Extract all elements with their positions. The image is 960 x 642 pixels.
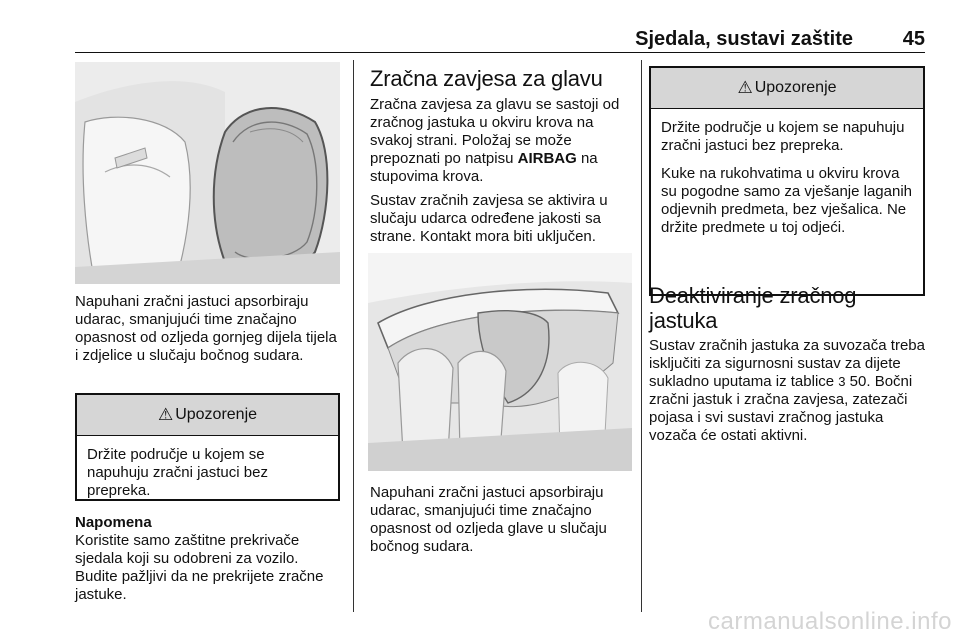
note-title: Napomena	[75, 514, 152, 531]
watermark: carmanualsonline.info	[708, 608, 952, 635]
curtain-airbag-illustration	[368, 253, 632, 471]
page-number: 45	[902, 28, 925, 50]
warning-text-1: Držite područje u kojem se napuhuju zračni jastuci bez prepreka.	[661, 119, 905, 154]
warning-title: Upozorenje	[754, 79, 837, 96]
airbag-label: AIRBAG	[517, 150, 577, 167]
warning-header	[77, 395, 338, 436]
curtain-airbag-activation: Sustav zračnih zavjesa se aktivira u slučaju udarca određene jakosti sa strane. Kontakt mora biti uključen.	[370, 192, 608, 245]
section-heading-curtain-airbag: Zračna zavjesa za glavu	[370, 66, 603, 91]
airbag-deactivation-body-end: 50. Bočni zračni jastuk i zračna zavjesa, zatezači pojasa i svi sustavi zračnog jastuka vozača će ostati aktivni.	[649, 373, 913, 444]
side-airbag-illustration	[75, 62, 340, 284]
side-airbag-caption: Napuhani zračni jastuci apsorbiraju udarac, smanjujući time značajno opasnost od ozljeda gornjeg dijela tijela i zdjelice u slučaju bočnog sudara.	[75, 293, 337, 364]
column-divider-1	[353, 60, 354, 612]
warning-triangle-icon: ⚠	[157, 405, 174, 424]
airbag-deactivation-body: Sustav zračnih jastuka za suvozača treba isključiti za sigurnosni sustav za dijete sukladno uputama iz tablice	[649, 337, 925, 390]
warning-text: Držite područje u kojem se napuhuju zračni jastuci bez prepreka.	[87, 446, 268, 499]
warning-box-side-airbag	[75, 393, 340, 501]
header-divider	[75, 52, 925, 53]
warning-box-curtain-airbag	[649, 66, 925, 296]
section-heading-airbag-deactivation: Deaktiviranje zračnog jastuka	[649, 283, 857, 333]
chapter-title: Sjedala, sustavi zaštite	[635, 28, 853, 50]
airbag-deactivation-text	[649, 337, 925, 445]
curtain-airbag-text: Zračna zavjesa za glavu se sastoji od zračnog jastuka u okviru krova na svakoj strani. Položaj se može prepoznati po natpisu	[370, 96, 620, 167]
column-divider-2	[641, 60, 642, 612]
warning-triangle-icon: ⚠	[737, 78, 753, 97]
curtain-airbag-caption: Napuhani zračni jastuci apsorbiraju udarac, smanjujući time značajno opasnost od ozljeda glave u slučaju bočnog sudara.	[370, 484, 607, 555]
curtain-airbag-text-end: na stupovima krova.	[370, 150, 598, 185]
page-header	[75, 24, 925, 50]
warning-text-2: Kuke na rukohvatima u okviru krova su pogodne samo za vješanje laganih odjevnih predmeta, bez vješalica. Ne držite predmete u toj odjeći.	[661, 165, 913, 236]
warning-title: Upozorenje	[175, 406, 258, 423]
reference-arrow-icon[interactable]: 3	[838, 374, 846, 389]
note-text: Koristite samo zaštitne prekrivače sjedala koji su odobreni za vozilo. Budite pažljivi da ne prekrijete zračne jastuke.	[75, 532, 324, 603]
curtain-airbag-description	[370, 96, 632, 186]
warning-header	[651, 68, 923, 109]
